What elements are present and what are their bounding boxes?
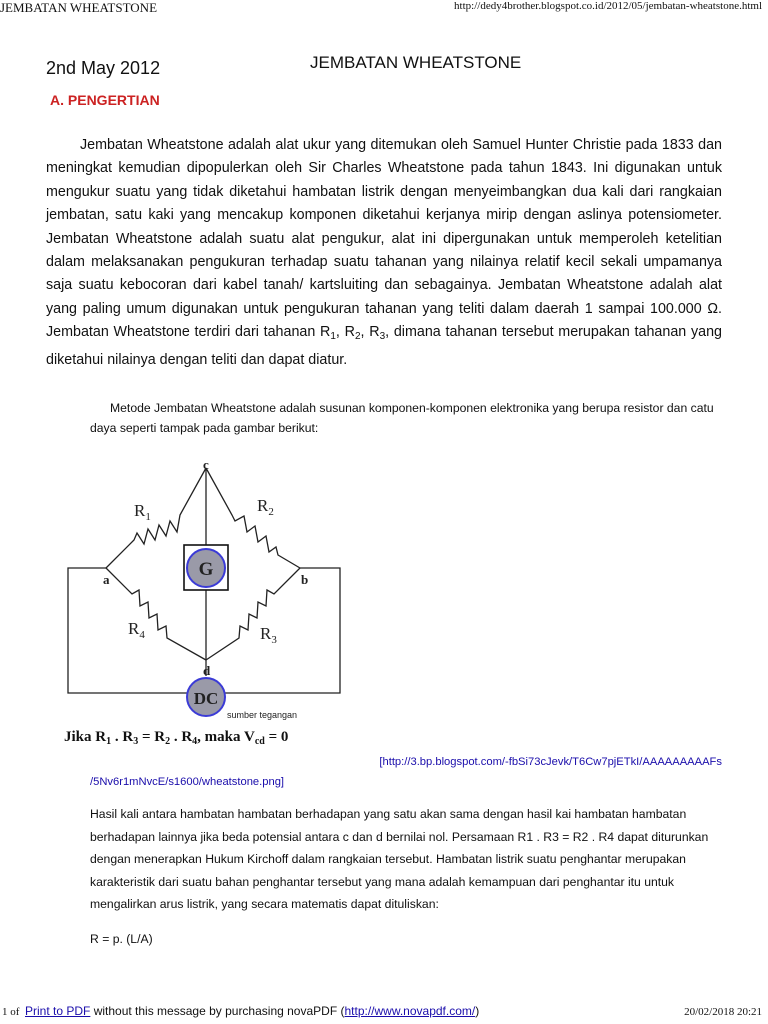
subscript: 1: [330, 331, 336, 343]
r2-label: $R_2$: [257, 496, 274, 518]
wheatstone-bridge-figure: [62, 454, 344, 751]
pdf-footer: [0, 1003, 768, 1023]
node-b-label: b: [301, 572, 309, 587]
node-d-label: d: [203, 663, 211, 678]
paragraph-pengertian-tail: dimana tahanan tersebut merupakan tahanan yang diketahui nilainya dengan teliti dan dapat diatur.: [46, 324, 722, 368]
paragraph-metode: [90, 398, 722, 438]
galvanometer-label: G: [198, 559, 214, 580]
dc-source-label: DC: [193, 689, 219, 708]
post-date: 2nd May 2012: [46, 58, 161, 78]
subscript: 3: [379, 331, 386, 343]
resistance-formula: R = p. (L/A): [90, 932, 153, 946]
section-heading: A. PENGERTIAN: [50, 92, 160, 108]
browser-page-title: JEMBATAN WHEATSTONE: [0, 0, 158, 15]
r3-label: $R_3$: [260, 624, 277, 646]
paragraph-hasil-kali: Hasil kali antara hambatan hambatan berhadapan yang satu akan sama dengan hasil kai hambatan hambatan berhadapan lainnya jika beda potensial antara c dan d bernilai nol. Persamaan R1 . R3 = R2 . R4 dapat diturunkan dengan menerapkan Hukum Kirchoff dalam rangkaian tersebut. Hambatan listrik suatu penghantar merupakan karakteristik dari suatu bahan penghantar tersebut yang mana adalah kemampuan dari penghantar itu untuk mengalirkan arus listrik, yang secara matematis dapat dituliskan:: [90, 807, 709, 912]
footer-message-mid: without this message by purchasing novaPDF (: [90, 1004, 345, 1018]
source-caption: sumber tegangan: [227, 710, 298, 720]
paragraph-metode-text: Metode Jembatan Wheatstone adalah susunan komponen-komponen elektronika yang berupa resistor dan catu daya seperti tampak pada gambar berikut:: [90, 401, 714, 435]
subscript: 2: [354, 331, 361, 343]
r1-label: $R_1$: [134, 501, 151, 523]
page-number: 1 of: [2, 1006, 20, 1018]
resistor-symbol: R: [344, 324, 355, 341]
print-to-pdf-link[interactable]: Print to PDF: [25, 1004, 91, 1018]
footer-message: [25, 1004, 479, 1018]
browser-page-url: http://dedy4brother.blogspot.co.id/2012/05/jembatan-wheatstone.html: [454, 0, 762, 12]
r4-label: $R_4$: [128, 619, 145, 641]
paragraph-pengertian: Jembatan Wheatstone adalah alat ukur yang ditemukan oleh Samuel Hunter Christie pada 1833 dan meningkat kemudian dipopulerkan oleh Sir Charles Wheatstone pada tahun 1843. Ini digunakan untuk mengukur suatu yang tidak diketahui hambatan listrik dengan menyeimbangkan dua kali dari rangkaian jembatan, satu kaki yang mencakup komponen diketahui kerjanya mirip dengan aslinya potensiometer. Jembatan Wheatstone adalah suatu alat pengukur, alat ini dipergunakan untuk memperoleh ketelitian dalam melaksanakan pengukuran terhadap suatu tahanan yang nilainya relatif kecil sekali umpamanya saja suatu kebocoran dari kabel tanah/ kartsluiting dan sebagainya. Jembatan Wheatstone adalah alat yang paling umum digunakan untuk pengukuran tahanan yang teliti dalam daerah 1 sampai 100.000 Ω. Jembatan Wheatstone terdiri dari tahanan $R_1$, $R_2$, $R_3$, dimana tahanan tersebut merupakan tahanan yang diketahui nilainya dengan teliti dan dapat diatur.: [46, 137, 722, 368]
node-c-label: c: [203, 457, 209, 472]
paragraph-pengertian-text: Jembatan Wheatstone adalah alat ukur yang ditemukan oleh Samuel Hunter Christie pada 1833 dan meningkat kemudian dipopulerkan oleh Sir Charles Wheatstone pada tahun 1843. Ini digunakan untuk mengukur suatu yang tidak diketahui hambatan listrik dengan menyeimbangkan dua kali dari rangkaian jembatan, satu kaki yang mencakup komponen diketahui kerjanya mirip dengan aslinya potensiometer. Jembatan Wheatstone adalah suatu alat pengukur, alat ini dipergunakan untuk memperoleh ketelitian dalam melaksanakan pengukuran terhadap suatu tahanan yang nilainya relatif kecil sekali umpamanya saja suatu kebocoran dari kabel tanah/ kartsluiting dan sebagainya. Jembatan Wheatstone adalah alat yang paling umum digunakan untuk pengukuran tahanan yang teliti dalam daerah 1 sampai 100.000 Ω. Jembatan Wheatstone terdiri dari tahanan R: [46, 137, 722, 341]
print-timestamp: 20/02/2018 20:21: [684, 1006, 762, 1018]
node-a-label: a: [103, 572, 110, 587]
resistor-symbol: R: [369, 324, 380, 341]
image-link-line2[interactable]: /5Nv6r1mNvcE/s1600/wheatstone.png]: [90, 776, 285, 788]
post-title: JEMBATAN WHEATSTONE: [310, 53, 522, 72]
novapdf-link[interactable]: http://www.novapdf.com/: [344, 1004, 476, 1018]
wheatstone-bridge-diagram: [62, 454, 344, 746]
image-source-link[interactable]: [90, 752, 722, 792]
balance-equation: Jika $R_1$ . $R_3 = R_2$ . $R_4$, maka $V_{cd} = 0$: [64, 729, 289, 746]
footer-message-end: ): [475, 1004, 480, 1018]
image-link-line1[interactable]: [http://3.bp.blogspot.com/-fbSi73cJevk/T6Cw7pjETkI/AAAAAAAAAFs: [379, 756, 722, 768]
